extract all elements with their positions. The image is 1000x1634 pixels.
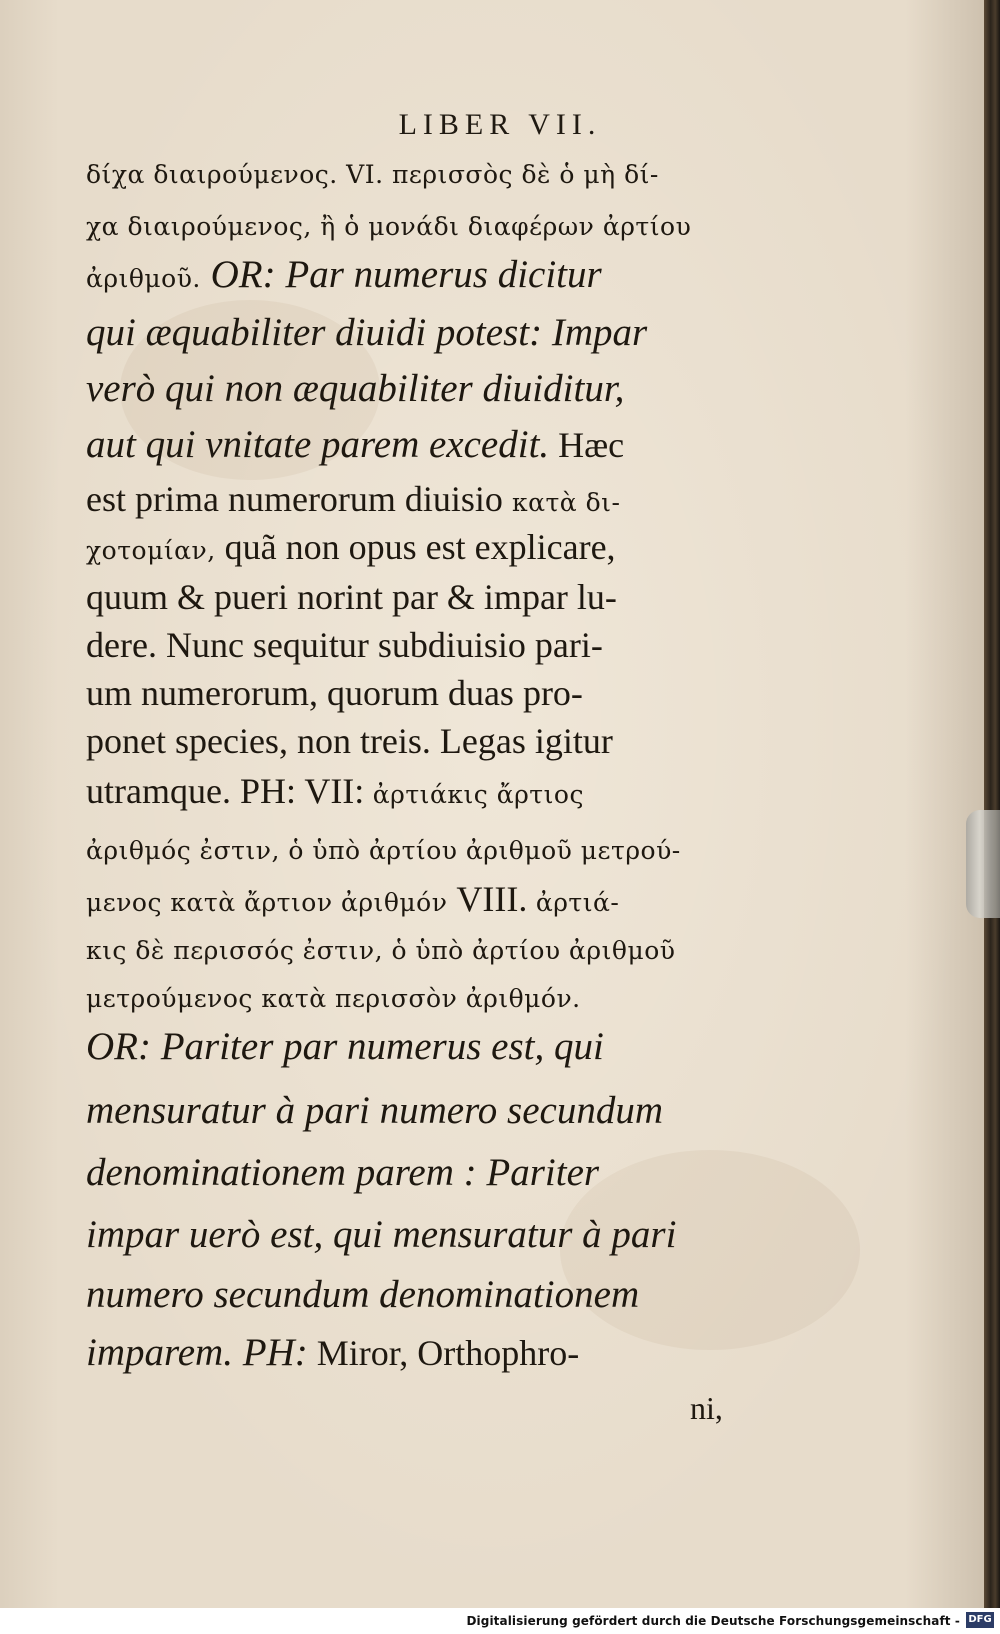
text-line: denominationem parem : Pariter xyxy=(86,1151,600,1194)
latin-roman-text: quã non opus est explicare, xyxy=(215,527,616,567)
text-line: ἀριθμός ἐστιν, ὁ ὑπὸ ἀρτίου ἀριθμοῦ μετρού- xyxy=(86,836,681,865)
text-line xyxy=(86,770,584,812)
latin-roman-text: Hæc xyxy=(549,425,625,465)
text-line xyxy=(86,422,624,467)
page-edge xyxy=(984,0,1000,1608)
text-line: verò qui non æquabiliter diuiditur, xyxy=(86,367,625,410)
text-line xyxy=(86,526,616,568)
text-line: OR: Pariter par numerus est, qui xyxy=(86,1025,604,1068)
text-line: impar uerò est, qui mensuratur à pari xyxy=(86,1213,677,1256)
latin-roman-text: VIII. xyxy=(447,879,528,919)
text-line xyxy=(86,878,619,920)
greek-text: μενος κατὰ ἄρτιον ἀριθμόν xyxy=(86,888,448,917)
text-line: mensuratur à pari numero secundum xyxy=(86,1089,664,1132)
greek-text: ἀρτιά- xyxy=(527,888,620,917)
text-line: um numerorum, quorum duas pro- xyxy=(86,673,583,713)
bookmark-clip xyxy=(966,810,1000,918)
text-line xyxy=(86,478,620,520)
dfg-logo: DFG xyxy=(966,1612,994,1628)
greek-text: χοτομίαν, xyxy=(86,536,216,565)
text-line xyxy=(86,252,602,297)
text-line: numero secundum denominationem xyxy=(86,1273,640,1316)
latin-roman-text: est prima numerorum diuisio xyxy=(86,479,512,519)
greek-text: κατὰ δι- xyxy=(511,488,621,517)
latin-italic-text: OR: Par numerus dicitur xyxy=(200,253,602,296)
latin-roman-text: utramque. PH: VII: xyxy=(86,771,365,811)
greek-text: ἀριθμοῦ. xyxy=(86,264,201,293)
latin-roman-text: Miror, Orthophro- xyxy=(307,1333,580,1373)
text-line xyxy=(86,1330,579,1375)
running-head: LIBER VII. xyxy=(398,108,602,141)
text-line: μετρούμενος κατὰ περισσὸν ἀριθμόν. xyxy=(86,984,581,1013)
text-line: δίχα διαιρούμενος. VI. περισσὸς δὲ ὁ μὴ δί- xyxy=(86,160,659,189)
text-line: dere. Nunc sequitur subdiuisio pari- xyxy=(86,625,603,665)
text-line: ponet species, non treis. Legas igitur xyxy=(86,721,613,761)
footer-credit: Digitalisierung gefördert durch die Deutsche Forschungsgemeinschaft - xyxy=(466,1614,960,1628)
catchword: ni, xyxy=(690,1390,723,1426)
latin-italic-text: aut qui vnitate parem excedit. xyxy=(86,423,550,466)
text-line: κις δὲ περισσός ἐστιν, ὁ ὑπὸ ἀρτίου ἀριθμοῦ xyxy=(86,936,676,965)
latin-italic-text: imparem. PH: xyxy=(86,1331,308,1374)
greek-text: ἀρτιάκις ἄρτιος xyxy=(364,780,584,809)
text-line: quum & pueri norint par & impar lu- xyxy=(86,577,617,617)
text-line: χα διαιρούμενος, ἢ ὁ μονάδι διαφέρων ἀρτίου xyxy=(86,212,692,241)
text-line: qui æquabiliter diuidi potest: Impar xyxy=(86,311,648,354)
